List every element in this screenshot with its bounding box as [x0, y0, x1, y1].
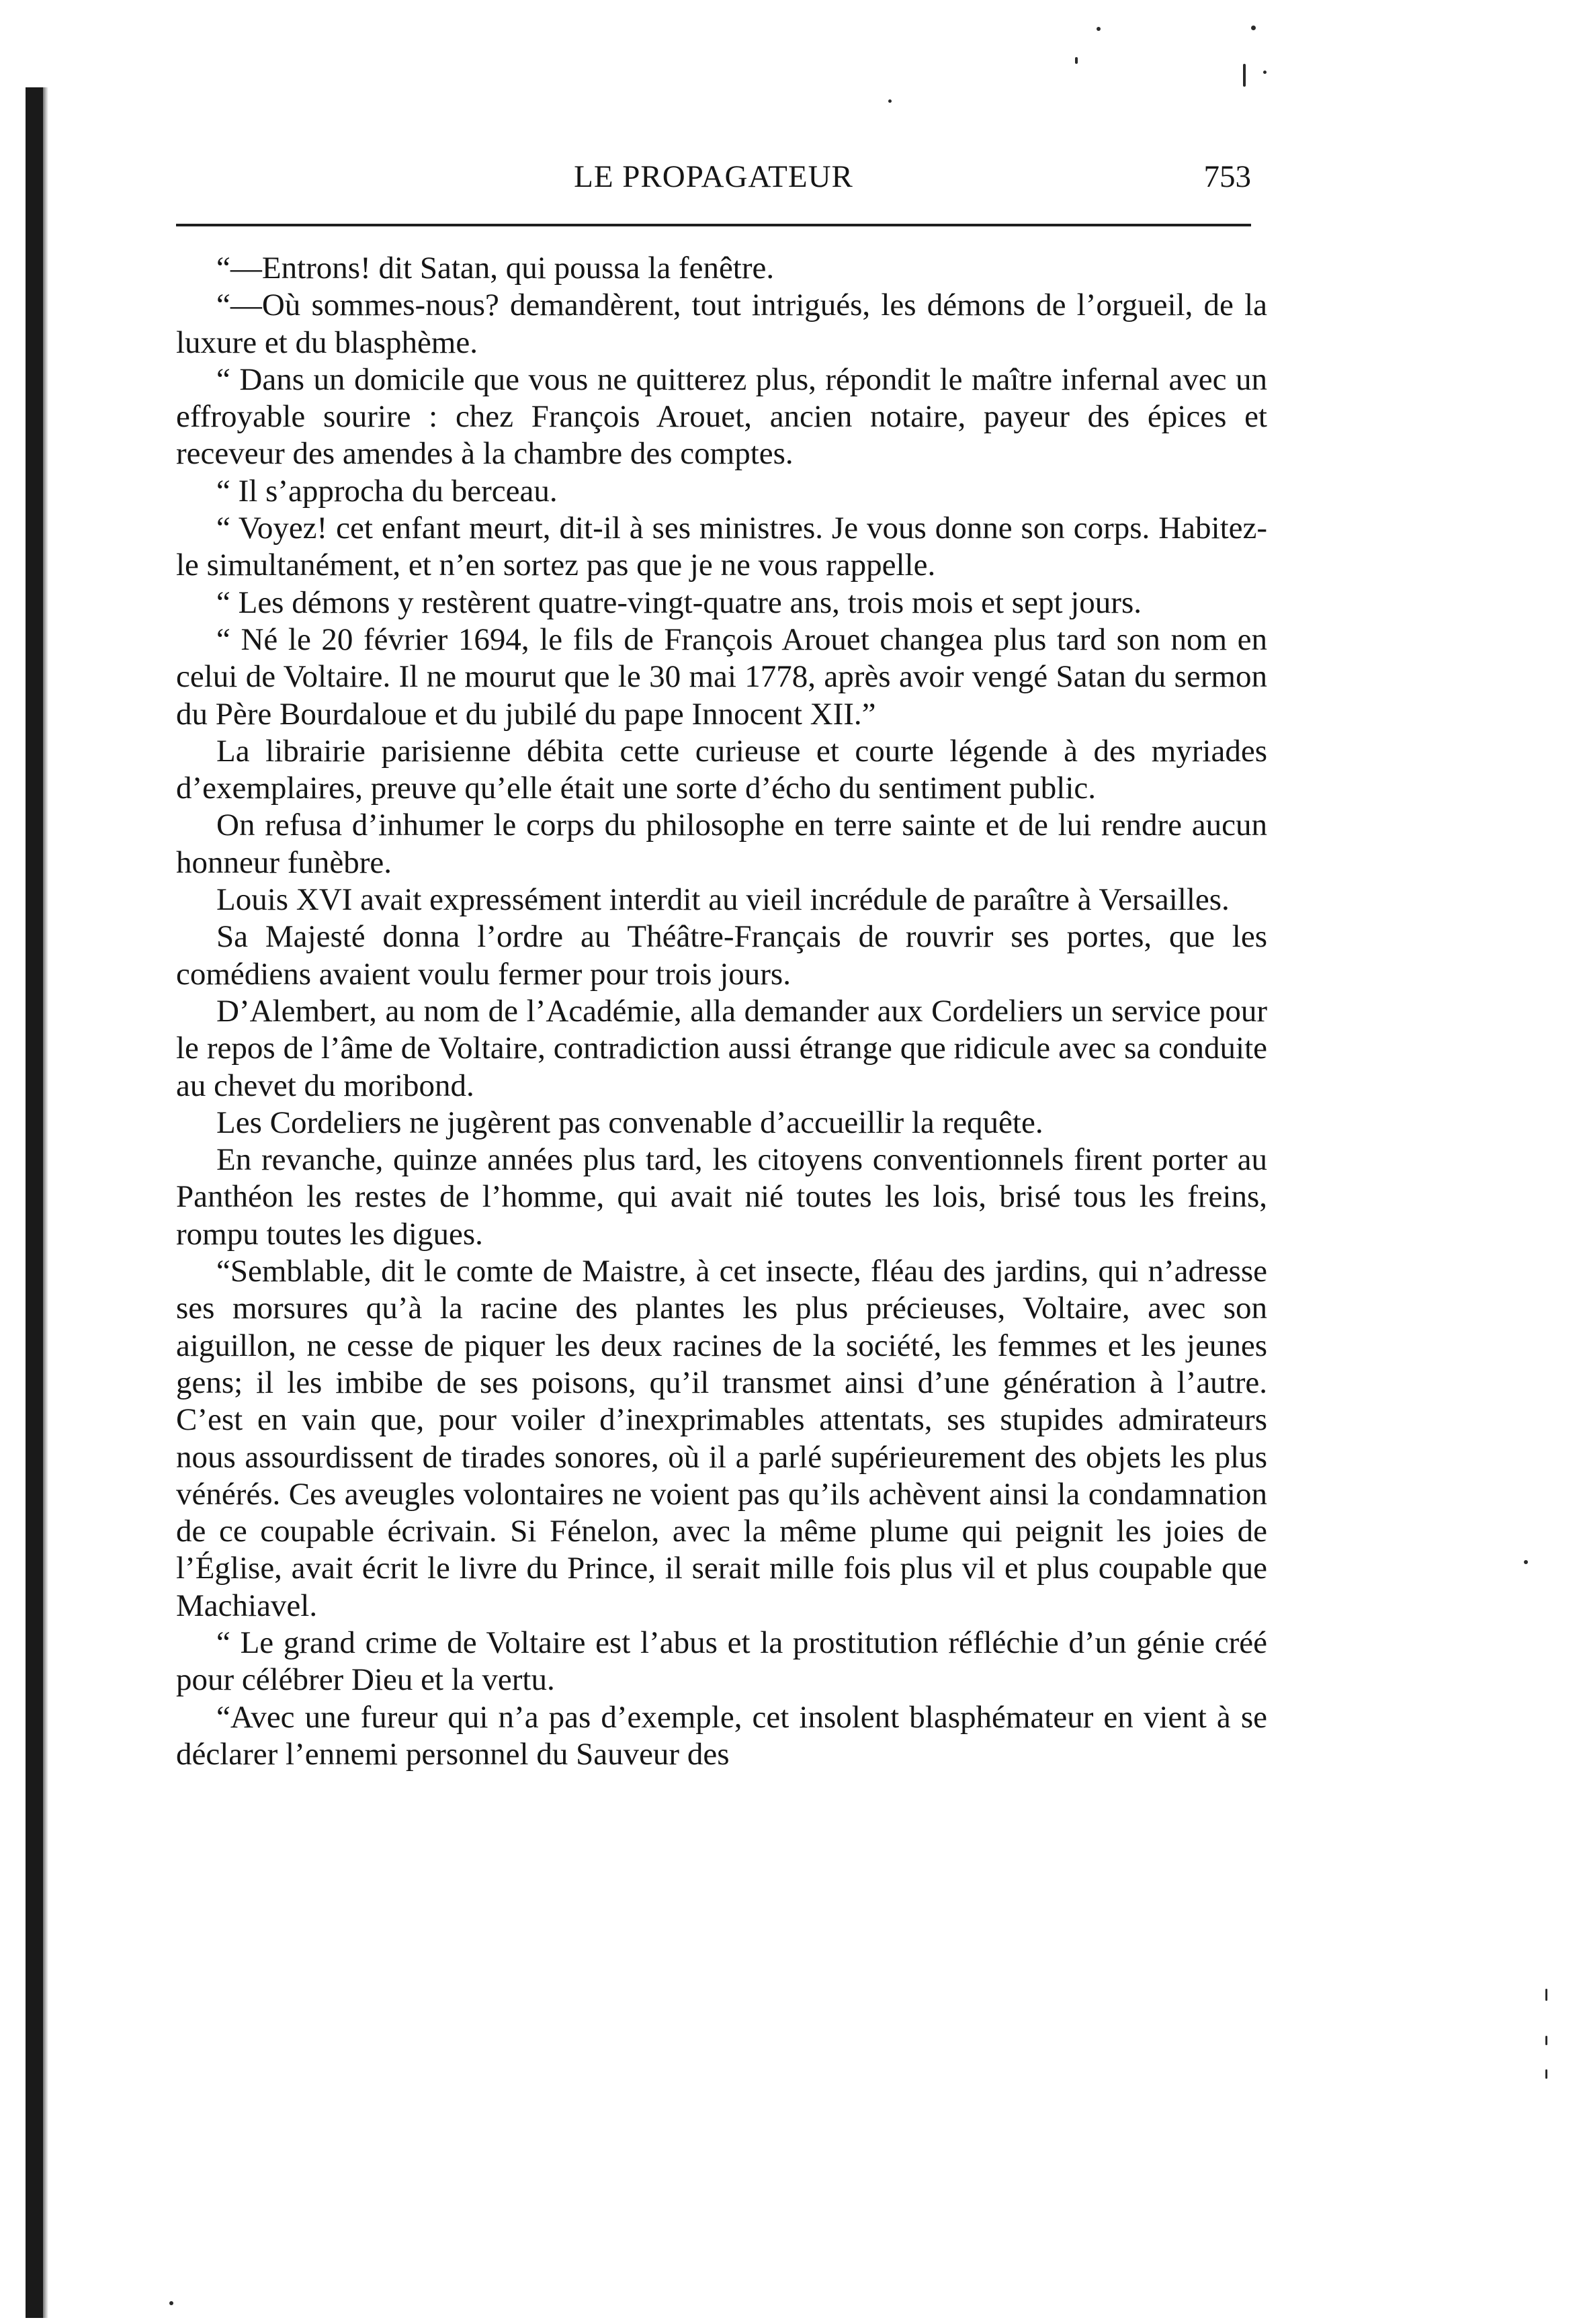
- body-text: [176, 250, 1267, 1773]
- scan-speck: [1097, 27, 1101, 31]
- paragraph: “Avec une fureur qui n’a pas d’exemple, cet insolent blasphémateur en vient à se déclarer l’ennemi personnel du Sauveur des: [176, 1699, 1267, 1772]
- scan-speck: [1243, 64, 1246, 87]
- scan-speck: [1545, 1989, 1547, 2001]
- paragraph: D’Alembert, au nom de l’Académie, alla demander aux Cordeliers un service pour le repos de l’âme de Voltaire, contradiction aussi étrange que ridicule avec sa conduite au chevet du moribond.: [176, 993, 1267, 1103]
- scan-speck: [1545, 2036, 1547, 2045]
- header-rule: [176, 224, 1251, 226]
- page-header: [176, 153, 1251, 200]
- paragraph: On refusa d’inhumer le corps du philosophe en terre sainte et de lui rendre aucun honneur funèbre.: [176, 808, 1267, 880]
- paragraph: “—Où sommes-nous? demandèrent, tout intrigués, les démons de l’orgueil, de la luxure et du blasphème.: [176, 288, 1267, 360]
- scan-speck: [1251, 26, 1256, 30]
- running-title: LE PROPAGATEUR: [574, 159, 853, 194]
- paragraph: “ Les démons y restèrent quatre-vingt-quatre ans, trois mois et sept jours.: [216, 585, 1142, 620]
- scan-speck: [1524, 1560, 1528, 1564]
- page-binding-edge: [26, 87, 43, 2318]
- paragraph: “ Né le 20 février 1694, le fils de François Arouet changea plus tard son nom en celui de Voltaire. Il ne mourut que le 30 mai 1778, après avoir vengé Satan du sermon du Père Bourdaloue et du jubilé du pape Innocent XII.”: [176, 621, 1267, 732]
- scan-speck: [169, 2301, 173, 2305]
- paragraph: “ Le grand crime de Voltaire est l’abus et la prostitution réfléchie d’un génie créé pour célébrer Dieu et la vertu.: [176, 1625, 1267, 1698]
- paragraph: “Semblable, dit le comte de Maistre, à cet insecte, fléau des jardins, qui n’adresse ses morsures qu’à la racine des plantes les plus précieuses, Voltaire, avec son aiguillon, ne cesse de piquer les deux racines de la société, les femmes et les jeunes gens; il les imbibe de ses poisons, qu’il transmet ainsi d’une génération à l’autre. C’est en vain que, pour voiler d’inexprimables attentats, ses stupides admirateurs nous assourdissent de tirades sonores, où il a parlé supérieurement des objets les plus vénérés. Ces aveugles volontaires ne voient pas qu’ils achèvent ainsi la condamnation de ce coupable écrivain. Si Fénelon, avec la même plume qui peignit les joies de l’Église, avait écrit le livre du Prince, il serait mille fois plus vil et plus coupable que Machiavel.: [176, 1254, 1267, 1623]
- paragraph: Sa Majesté donna l’ordre au Théâtre-Français de rouvrir ses portes, que les comédiens avaient voulu fermer pour trois jours.: [176, 919, 1267, 992]
- scan-speck: [888, 99, 892, 103]
- paragraph: “—Entrons! dit Satan, qui poussa la fenêtre.: [216, 251, 775, 286]
- scan-speck: [1075, 57, 1078, 64]
- page-number: 753: [1203, 159, 1251, 194]
- paragraph: “ Dans un domicile que vous ne quitterez plus, répondit le maître infernal avec un effroyable sourire : chez François Arouet, ancien notaire, payeur des épices et receveur des amendes à la chambre des comptes.: [176, 361, 1267, 472]
- paragraph: En revanche, quinze années plus tard, les citoyens conventionnels firent porter au Panthéon les restes de l’homme, qui avait nié toutes les lois, brisé tous les freins, rompu toutes les digues.: [176, 1142, 1267, 1252]
- paragraph: “ Voyez! cet enfant meurt, dit-il à ses ministres. Je vous donne son corps. Habitez-le simultanément, et n’en sortez pas que je ne vous rappelle.: [176, 511, 1267, 583]
- scan-speck: [1263, 71, 1267, 74]
- paragraph: “ Il s’approcha du berceau.: [216, 473, 558, 509]
- scan-speck: [1545, 2069, 1547, 2079]
- paragraph: Louis XVI avait expressément interdit au vieil incrédule de paraître à Versailles.: [216, 882, 1230, 918]
- paragraph: La librairie parisienne débita cette curieuse et courte légende à des myriades d’exemplaires, preuve qu’elle était une sorte d’écho du sentiment public.: [176, 733, 1267, 806]
- paragraph: Les Cordeliers ne jugèrent pas convenable d’accueillir la requête.: [216, 1105, 1043, 1140]
